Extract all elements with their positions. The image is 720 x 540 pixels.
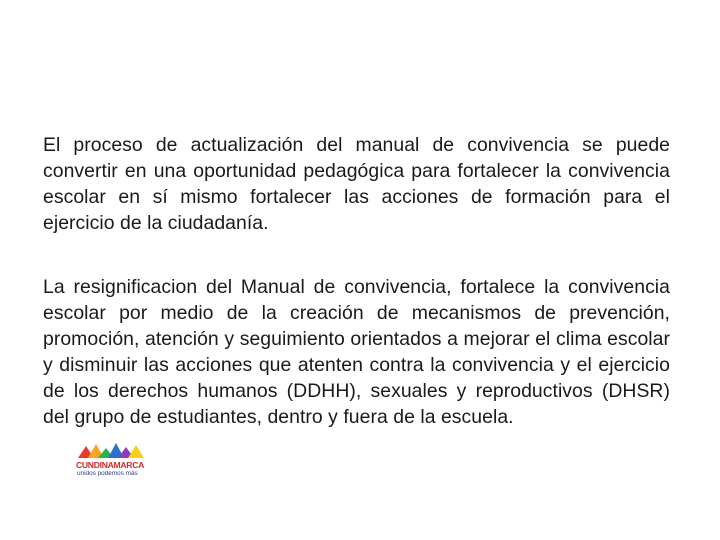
logo-shape-yellow <box>128 445 144 458</box>
paragraph-resignification: La resignificacion del Manual de convivencia, fortalece la convivencia escolar por medio de la creación de mecanismos de prevención, promoción, atención y seguimiento orientados a mejorar el clima escolar y disminuir las acciones que atenten contra la convivencia y el ejercicio de los derechos humanos (DDHH), sexuales y reproductivos (DHSR) del grupo de estudiantes, dentro y fuera de la escuela. <box>43 276 670 428</box>
logo-name: CUNDINAMARCA <box>76 460 145 470</box>
logo-slogan: unidos podemos más <box>77 470 138 477</box>
logo-mark-icon <box>74 440 164 462</box>
cundinamarca-logo <box>74 440 164 482</box>
paragraph-intro: El proceso de actualización del manual de convivencia se puede convertir en una oportunidad pedagógica para fortalecer la convivencia escolar en sí mismo fortalecer las acciones de formación para el ejercicio de la ciudadanía. <box>43 134 670 234</box>
